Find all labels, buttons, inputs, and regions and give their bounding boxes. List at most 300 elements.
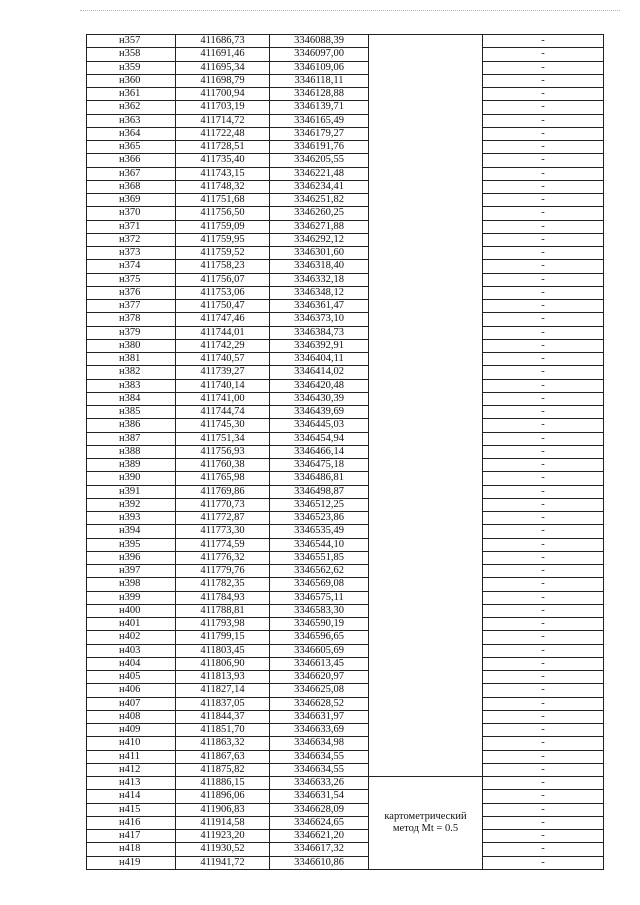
table-row xyxy=(87,74,604,87)
note-cell: - xyxy=(483,512,604,525)
y-coordinate-cell: 3346301,60 xyxy=(270,247,369,260)
note-cell: - xyxy=(483,724,604,737)
table-row xyxy=(87,339,604,352)
method-note-line-2: метод Mt = 0.5 xyxy=(392,822,459,834)
point-cell: н387 xyxy=(87,432,176,445)
note-cell: - xyxy=(483,313,604,326)
point-cell: н377 xyxy=(87,300,176,313)
table-row xyxy=(87,247,604,260)
x-coordinate-cell: 411744,74 xyxy=(176,406,270,419)
table-row xyxy=(87,313,604,326)
note-cell: - xyxy=(483,220,604,233)
y-coordinate-cell: 3346475,18 xyxy=(270,459,369,472)
x-coordinate-cell: 411714,72 xyxy=(176,114,270,127)
point-cell: н412 xyxy=(87,763,176,776)
y-coordinate-cell: 3346590,19 xyxy=(270,618,369,631)
y-coordinate-cell: 3346523,86 xyxy=(270,512,369,525)
x-coordinate-cell: 411827,14 xyxy=(176,684,270,697)
note-cell: - xyxy=(483,618,604,631)
note-cell: - xyxy=(483,525,604,538)
point-cell: н400 xyxy=(87,604,176,617)
x-coordinate-cell: 411740,14 xyxy=(176,379,270,392)
point-cell: н364 xyxy=(87,127,176,140)
point-cell: н401 xyxy=(87,618,176,631)
table-row xyxy=(87,644,604,657)
y-coordinate-cell: 3346271,88 xyxy=(270,220,369,233)
point-cell: н415 xyxy=(87,803,176,816)
x-coordinate-cell: 411743,15 xyxy=(176,167,270,180)
y-coordinate-cell: 3346348,12 xyxy=(270,286,369,299)
note-cell: - xyxy=(483,803,604,816)
x-coordinate-cell: 411765,98 xyxy=(176,472,270,485)
point-cell: н394 xyxy=(87,525,176,538)
y-coordinate-cell: 3346097,00 xyxy=(270,48,369,61)
x-coordinate-cell: 411745,30 xyxy=(176,419,270,432)
table-row xyxy=(87,194,604,207)
y-coordinate-cell: 3346332,18 xyxy=(270,273,369,286)
table-row xyxy=(87,498,604,511)
y-coordinate-cell: 3346318,40 xyxy=(270,260,369,273)
x-coordinate-cell: 411779,76 xyxy=(176,565,270,578)
y-coordinate-cell: 3346205,55 xyxy=(270,154,369,167)
x-coordinate-cell: 411739,27 xyxy=(176,366,270,379)
y-coordinate-cell: 3346551,85 xyxy=(270,551,369,564)
note-cell: - xyxy=(483,207,604,220)
note-cell: - xyxy=(483,300,604,313)
table-row xyxy=(87,591,604,604)
point-cell: н368 xyxy=(87,180,176,193)
y-coordinate-cell: 3346414,02 xyxy=(270,366,369,379)
table-row xyxy=(87,127,604,140)
y-coordinate-cell: 3346139,71 xyxy=(270,101,369,114)
x-coordinate-cell: 411863,32 xyxy=(176,737,270,750)
note-cell: - xyxy=(483,286,604,299)
x-coordinate-cell: 411793,98 xyxy=(176,618,270,631)
point-cell: н390 xyxy=(87,472,176,485)
table-row xyxy=(87,101,604,114)
table-row xyxy=(87,273,604,286)
table-row xyxy=(87,830,604,843)
table-row xyxy=(87,300,604,313)
point-cell: н414 xyxy=(87,790,176,803)
point-cell: н381 xyxy=(87,353,176,366)
y-coordinate-cell: 3346633,69 xyxy=(270,724,369,737)
note-cell: - xyxy=(483,710,604,723)
y-coordinate-cell: 3346118,11 xyxy=(270,74,369,87)
point-cell: н392 xyxy=(87,498,176,511)
table-row xyxy=(87,724,604,737)
note-cell: - xyxy=(483,260,604,273)
x-coordinate-cell: 411742,29 xyxy=(176,339,270,352)
table-row xyxy=(87,790,604,803)
note-cell: - xyxy=(483,684,604,697)
x-coordinate-cell: 411773,30 xyxy=(176,525,270,538)
x-coordinate-cell: 411886,15 xyxy=(176,777,270,790)
y-coordinate-cell: 3346128,88 xyxy=(270,88,369,101)
y-coordinate-cell: 3346109,06 xyxy=(270,61,369,74)
point-cell: н370 xyxy=(87,207,176,220)
note-cell: - xyxy=(483,644,604,657)
x-coordinate-cell: 411728,51 xyxy=(176,141,270,154)
y-coordinate-cell: 3346373,10 xyxy=(270,313,369,326)
note-cell: - xyxy=(483,445,604,458)
table-row xyxy=(87,485,604,498)
point-cell: н389 xyxy=(87,459,176,472)
point-cell: н407 xyxy=(87,697,176,710)
x-coordinate-cell: 411698,79 xyxy=(176,74,270,87)
table-row xyxy=(87,512,604,525)
x-coordinate-cell: 411782,35 xyxy=(176,578,270,591)
x-coordinate-cell: 411756,93 xyxy=(176,445,270,458)
x-coordinate-cell: 411759,52 xyxy=(176,247,270,260)
table-row xyxy=(87,260,604,273)
y-coordinate-cell: 3346430,39 xyxy=(270,392,369,405)
point-cell: н384 xyxy=(87,392,176,405)
table-row xyxy=(87,406,604,419)
y-coordinate-cell: 3346625,08 xyxy=(270,684,369,697)
y-coordinate-cell: 3346633,26 xyxy=(270,777,369,790)
x-coordinate-cell: 411700,94 xyxy=(176,88,270,101)
note-cell: - xyxy=(483,591,604,604)
note-cell: - xyxy=(483,498,604,511)
table-row xyxy=(87,167,604,180)
table-row xyxy=(87,657,604,670)
x-coordinate-cell: 411686,73 xyxy=(176,35,270,48)
x-coordinate-cell: 411844,37 xyxy=(176,710,270,723)
point-cell: н411 xyxy=(87,750,176,763)
table-row xyxy=(87,604,604,617)
table-row xyxy=(87,697,604,710)
note-cell: - xyxy=(483,154,604,167)
x-coordinate-cell: 411748,32 xyxy=(176,180,270,193)
table-row xyxy=(87,180,604,193)
table-row xyxy=(87,35,604,48)
y-coordinate-cell: 3346634,98 xyxy=(270,737,369,750)
point-cell: н383 xyxy=(87,379,176,392)
note-cell: - xyxy=(483,114,604,127)
point-cell: н363 xyxy=(87,114,176,127)
table-row xyxy=(87,353,604,366)
y-coordinate-cell: 3346628,09 xyxy=(270,803,369,816)
note-cell: - xyxy=(483,750,604,763)
y-coordinate-cell: 3346384,73 xyxy=(270,326,369,339)
point-cell: н406 xyxy=(87,684,176,697)
y-coordinate-cell: 3346631,97 xyxy=(270,710,369,723)
note-cell: - xyxy=(483,88,604,101)
note-cell: - xyxy=(483,419,604,432)
point-cell: н386 xyxy=(87,419,176,432)
x-coordinate-cell: 411758,23 xyxy=(176,260,270,273)
point-cell: н404 xyxy=(87,657,176,670)
y-coordinate-cell: 3346292,12 xyxy=(270,233,369,246)
note-cell: - xyxy=(483,353,604,366)
note-cell: - xyxy=(483,565,604,578)
x-coordinate-cell: 411941,72 xyxy=(176,856,270,869)
point-cell: н358 xyxy=(87,48,176,61)
point-cell: н385 xyxy=(87,406,176,419)
y-coordinate-cell: 3346621,20 xyxy=(270,830,369,843)
note-cell: - xyxy=(483,671,604,684)
y-coordinate-cell: 3346613,45 xyxy=(270,657,369,670)
point-cell: н367 xyxy=(87,167,176,180)
table-row xyxy=(87,777,604,790)
point-cell: н399 xyxy=(87,591,176,604)
point-cell: н379 xyxy=(87,326,176,339)
point-cell: н397 xyxy=(87,565,176,578)
note-cell: - xyxy=(483,326,604,339)
note-cell: - xyxy=(483,485,604,498)
note-cell: - xyxy=(483,392,604,405)
note-cell: - xyxy=(483,127,604,140)
point-cell: н378 xyxy=(87,313,176,326)
note-cell: - xyxy=(483,631,604,644)
point-cell: н359 xyxy=(87,61,176,74)
method-note-line-1: картометрический xyxy=(384,810,467,822)
x-coordinate-cell: 411799,15 xyxy=(176,631,270,644)
table-row xyxy=(87,445,604,458)
point-cell: н380 xyxy=(87,339,176,352)
x-coordinate-cell: 411770,73 xyxy=(176,498,270,511)
y-coordinate-cell: 3346535,49 xyxy=(270,525,369,538)
point-cell: н366 xyxy=(87,154,176,167)
point-cell: н413 xyxy=(87,777,176,790)
point-cell: н418 xyxy=(87,843,176,856)
method-cell-empty xyxy=(369,35,483,777)
x-coordinate-cell: 411703,19 xyxy=(176,101,270,114)
y-coordinate-cell: 3346575,11 xyxy=(270,591,369,604)
y-coordinate-cell: 3346260,25 xyxy=(270,207,369,220)
x-coordinate-cell: 411896,06 xyxy=(176,790,270,803)
y-coordinate-cell: 3346620,97 xyxy=(270,671,369,684)
x-coordinate-cell: 411759,09 xyxy=(176,220,270,233)
table-row xyxy=(87,379,604,392)
table-row xyxy=(87,207,604,220)
table-row xyxy=(87,710,604,723)
note-cell: - xyxy=(483,141,604,154)
x-coordinate-cell: 411772,87 xyxy=(176,512,270,525)
y-coordinate-cell: 3346466,14 xyxy=(270,445,369,458)
point-cell: н409 xyxy=(87,724,176,737)
table-row xyxy=(87,154,604,167)
table-row xyxy=(87,750,604,763)
note-cell: - xyxy=(483,406,604,419)
point-cell: н410 xyxy=(87,737,176,750)
note-cell: - xyxy=(483,777,604,790)
y-coordinate-cell: 3346361,47 xyxy=(270,300,369,313)
table-row xyxy=(87,684,604,697)
table-row xyxy=(87,392,604,405)
note-cell: - xyxy=(483,843,604,856)
x-coordinate-cell: 411769,86 xyxy=(176,485,270,498)
point-cell: н416 xyxy=(87,816,176,829)
y-coordinate-cell: 3346454,94 xyxy=(270,432,369,445)
x-coordinate-cell: 411744,01 xyxy=(176,326,270,339)
point-cell: н395 xyxy=(87,538,176,551)
table-row xyxy=(87,618,604,631)
note-cell: - xyxy=(483,763,604,776)
y-coordinate-cell: 3346234,41 xyxy=(270,180,369,193)
y-coordinate-cell: 3346596,65 xyxy=(270,631,369,644)
x-coordinate-cell: 411930,52 xyxy=(176,843,270,856)
note-cell: - xyxy=(483,790,604,803)
x-coordinate-cell: 411695,34 xyxy=(176,61,270,74)
table-row xyxy=(87,326,604,339)
y-coordinate-cell: 3346251,82 xyxy=(270,194,369,207)
note-cell: - xyxy=(483,379,604,392)
table-row xyxy=(87,366,604,379)
table-row xyxy=(87,565,604,578)
x-coordinate-cell: 411740,57 xyxy=(176,353,270,366)
table-row xyxy=(87,286,604,299)
x-coordinate-cell: 411751,68 xyxy=(176,194,270,207)
note-cell: - xyxy=(483,101,604,114)
table-row xyxy=(87,220,604,233)
y-coordinate-cell: 3346179,27 xyxy=(270,127,369,140)
table-row xyxy=(87,141,604,154)
point-cell: н396 xyxy=(87,551,176,564)
y-coordinate-cell: 3346628,52 xyxy=(270,697,369,710)
y-coordinate-cell: 3346191,76 xyxy=(270,141,369,154)
x-coordinate-cell: 411750,47 xyxy=(176,300,270,313)
point-cell: н372 xyxy=(87,233,176,246)
x-coordinate-cell: 411803,45 xyxy=(176,644,270,657)
table-row xyxy=(87,233,604,246)
y-coordinate-cell: 3346631,54 xyxy=(270,790,369,803)
table-row xyxy=(87,419,604,432)
point-cell: н408 xyxy=(87,710,176,723)
note-cell: - xyxy=(483,180,604,193)
y-coordinate-cell: 3346404,11 xyxy=(270,353,369,366)
table-row xyxy=(87,551,604,564)
note-cell: - xyxy=(483,247,604,260)
coordinates-table-body xyxy=(87,35,604,870)
note-cell: - xyxy=(483,604,604,617)
y-coordinate-cell: 3346583,30 xyxy=(270,604,369,617)
note-cell: - xyxy=(483,830,604,843)
y-coordinate-cell: 3346634,55 xyxy=(270,763,369,776)
x-coordinate-cell: 411753,06 xyxy=(176,286,270,299)
x-coordinate-cell: 411747,46 xyxy=(176,313,270,326)
point-cell: н360 xyxy=(87,74,176,87)
table-row xyxy=(87,538,604,551)
table-row xyxy=(87,843,604,856)
table-row xyxy=(87,48,604,61)
point-cell: н405 xyxy=(87,671,176,684)
x-coordinate-cell: 411851,70 xyxy=(176,724,270,737)
note-cell: - xyxy=(483,74,604,87)
table-row xyxy=(87,432,604,445)
table-row xyxy=(87,763,604,776)
note-cell: - xyxy=(483,366,604,379)
table-row xyxy=(87,856,604,869)
x-coordinate-cell: 411735,40 xyxy=(176,154,270,167)
note-cell: - xyxy=(483,273,604,286)
note-cell: - xyxy=(483,167,604,180)
note-cell: - xyxy=(483,35,604,48)
x-coordinate-cell: 411837,05 xyxy=(176,697,270,710)
note-cell: - xyxy=(483,816,604,829)
point-cell: н369 xyxy=(87,194,176,207)
point-cell: н417 xyxy=(87,830,176,843)
point-cell: н419 xyxy=(87,856,176,869)
y-coordinate-cell: 3346165,49 xyxy=(270,114,369,127)
x-coordinate-cell: 411756,07 xyxy=(176,273,270,286)
point-cell: н376 xyxy=(87,286,176,299)
note-cell: - xyxy=(483,551,604,564)
point-cell: н398 xyxy=(87,578,176,591)
note-cell: - xyxy=(483,339,604,352)
table-row xyxy=(87,114,604,127)
x-coordinate-cell: 411774,59 xyxy=(176,538,270,551)
note-cell: - xyxy=(483,459,604,472)
y-coordinate-cell: 3346610,86 xyxy=(270,856,369,869)
y-coordinate-cell: 3346617,32 xyxy=(270,843,369,856)
y-coordinate-cell: 3346544,10 xyxy=(270,538,369,551)
table-row xyxy=(87,803,604,816)
method-cell xyxy=(369,777,483,870)
x-coordinate-cell: 411760,38 xyxy=(176,459,270,472)
point-cell: н403 xyxy=(87,644,176,657)
y-coordinate-cell: 3346392,91 xyxy=(270,339,369,352)
table-row xyxy=(87,737,604,750)
note-cell: - xyxy=(483,737,604,750)
note-cell: - xyxy=(483,194,604,207)
table-row xyxy=(87,671,604,684)
scan-artifact-line xyxy=(80,10,620,17)
point-cell: н357 xyxy=(87,35,176,48)
y-coordinate-cell: 3346445,03 xyxy=(270,419,369,432)
y-coordinate-cell: 3346634,55 xyxy=(270,750,369,763)
note-cell: - xyxy=(483,472,604,485)
x-coordinate-cell: 411788,81 xyxy=(176,604,270,617)
x-coordinate-cell: 411875,82 xyxy=(176,763,270,776)
note-cell: - xyxy=(483,657,604,670)
x-coordinate-cell: 411906,83 xyxy=(176,803,270,816)
x-coordinate-cell: 411784,93 xyxy=(176,591,270,604)
y-coordinate-cell: 3346088,39 xyxy=(270,35,369,48)
x-coordinate-cell: 411759,95 xyxy=(176,233,270,246)
coordinates-table xyxy=(86,34,604,870)
point-cell: н371 xyxy=(87,220,176,233)
x-coordinate-cell: 411914,58 xyxy=(176,816,270,829)
y-coordinate-cell: 3346221,48 xyxy=(270,167,369,180)
x-coordinate-cell: 411867,63 xyxy=(176,750,270,763)
table-row xyxy=(87,61,604,74)
table-row xyxy=(87,525,604,538)
y-coordinate-cell: 3346439,69 xyxy=(270,406,369,419)
y-coordinate-cell: 3346605,69 xyxy=(270,644,369,657)
x-coordinate-cell: 411722,48 xyxy=(176,127,270,140)
table-row xyxy=(87,631,604,644)
x-coordinate-cell: 411741,00 xyxy=(176,392,270,405)
note-cell: - xyxy=(483,697,604,710)
point-cell: н391 xyxy=(87,485,176,498)
table-row xyxy=(87,578,604,591)
point-cell: н382 xyxy=(87,366,176,379)
x-coordinate-cell: 411923,20 xyxy=(176,830,270,843)
point-cell: н374 xyxy=(87,260,176,273)
note-cell: - xyxy=(483,578,604,591)
point-cell: н365 xyxy=(87,141,176,154)
note-cell: - xyxy=(483,233,604,246)
point-cell: н393 xyxy=(87,512,176,525)
x-coordinate-cell: 411751,34 xyxy=(176,432,270,445)
point-cell: н388 xyxy=(87,445,176,458)
point-cell: н402 xyxy=(87,631,176,644)
x-coordinate-cell: 411776,32 xyxy=(176,551,270,564)
x-coordinate-cell: 411756,50 xyxy=(176,207,270,220)
x-coordinate-cell: 411691,46 xyxy=(176,48,270,61)
